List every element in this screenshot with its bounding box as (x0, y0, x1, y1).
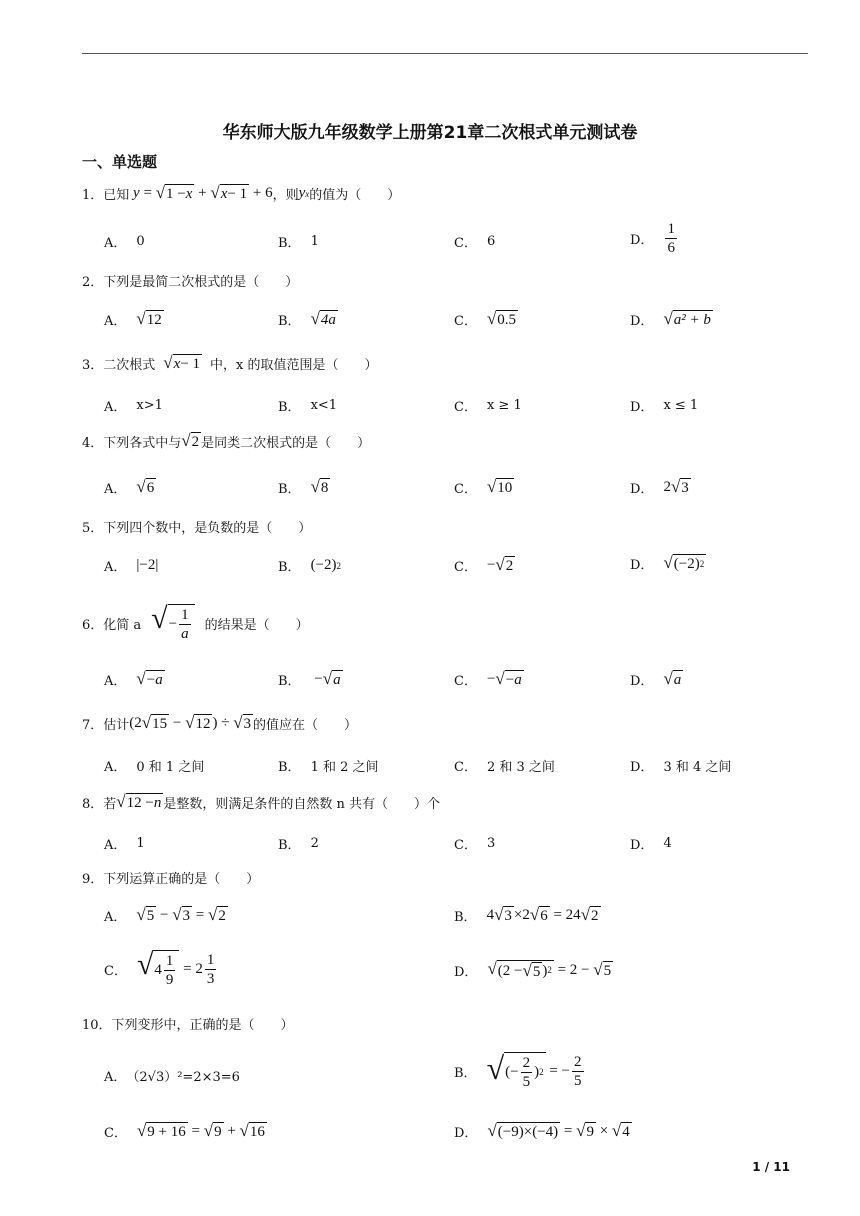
q4-option-b[interactable]: B． √ 8 (278, 477, 329, 497)
q8-option-d[interactable]: D． 4 (630, 836, 672, 853)
q9-option-a[interactable]: A． √ 5 − √ 3 = √ 2 (104, 905, 226, 925)
q2-option-d[interactable]: D． √ a² + b (630, 309, 711, 329)
q10-option-d[interactable]: D． √ (−9)×(−4) = √ 9 × √ 4 (454, 1121, 630, 1141)
page-number: 1 / 11 (752, 1160, 790, 1174)
q3-option-a[interactable]: A． x>1 (104, 398, 163, 415)
q6-option-b[interactable]: B． − √ a (278, 669, 341, 689)
header-rule (82, 53, 808, 54)
q1-option-c[interactable]: C． 6 (454, 234, 496, 251)
q8-option-b[interactable]: B． 2 (278, 836, 319, 853)
q3-option-b[interactable]: B． x<1 (278, 398, 338, 415)
q7-option-d[interactable]: D． 3 和 4 之间 (630, 760, 732, 775)
q1-equation: y = √ 1 − x + √ x − 1 + 6 (133, 183, 273, 203)
q5-option-b[interactable]: B． (−2) 2 (278, 557, 342, 575)
q9-option-c[interactable]: C． √ 4 $\frac{1}{9}$ = 2 $\frac{1}{3}$ (104, 948, 215, 988)
question-5: 5． 下列四个数中，是负数的是（ ） (82, 521, 312, 536)
question-3: 3． 二次根式 √ x − 1 中，x 的取值范围是（ ） (82, 353, 378, 373)
q2-option-b[interactable]: B． √ 4a (278, 309, 336, 329)
q7-option-c[interactable]: C． 2 和 3 之间 (454, 760, 555, 775)
q4-option-d[interactable]: D． 2 √ 3 (630, 477, 689, 497)
q5-option-d[interactable]: D． √ (−2) 2 (630, 553, 705, 573)
q3-option-d[interactable]: D． x ≤ 1 (630, 398, 699, 415)
q3-option-c[interactable]: C． x ≥ 1 (454, 398, 522, 415)
q1-option-d[interactable]: D． $\frac{1}{6}$ (630, 221, 675, 256)
q8-option-a[interactable]: A． 1 (104, 836, 145, 853)
question-4: 4． 下列各式中与 √ 2 是同类二次根式的是（ ） (82, 431, 371, 451)
question-6: 6． 化简 a √ − $\frac{1}{a}$ 的结果是（ ） (82, 602, 309, 642)
question-9: 9． 下列运算正确的是（ ） (82, 872, 260, 887)
q6-option-c[interactable]: C． − √ − a (454, 669, 522, 689)
q1-option-b[interactable]: B． 1 (278, 234, 319, 251)
q1-option-a[interactable]: A． 0 (104, 234, 145, 251)
q6-option-a[interactable]: A． √ − a (104, 669, 163, 689)
q2-option-a[interactable]: A． √ 12 (104, 309, 162, 329)
q2-option-c[interactable]: C． √ 0.5 (454, 309, 517, 329)
q5-option-c[interactable]: C． − √ 2 (454, 555, 514, 575)
question-8: 8． 若 √ 12 − n 是整数，则满足条件的自然数 n 共有（ ）个 (82, 792, 440, 812)
q4-option-a[interactable]: A． √ 6 (104, 477, 155, 497)
q10-option-c[interactable]: C． √ 9 + 16 = √ 9 + √ 16 (104, 1121, 265, 1141)
q9-option-b[interactable]: B． 4 √ 3 ×2 √ 6 = 24 √ 2 (454, 905, 599, 925)
document-title: 华东师大版九年级数学上册第21章二次根式单元测试卷 (222, 123, 638, 143)
question-2: 2． 下列是最简二次根式的是（ ） (82, 275, 299, 290)
q6-option-d[interactable]: D． √ a (630, 669, 682, 689)
q10-option-b[interactable]: B． √ (− $\frac{2}{5}$ ) 2 = − $\frac{2}{5}$ (454, 1050, 582, 1090)
q5-option-a[interactable]: A． |−2| (104, 557, 159, 575)
question-10: 10． 下列变形中，正确的是（ ） (82, 1018, 294, 1033)
q10-option-a[interactable]: A． （2√3）²=2×3=6 (104, 1070, 240, 1085)
section-heading: 一、单选题 (82, 153, 158, 171)
question-1: 1． 已知 y = √ 1 − x + √ x − 1 + 6 ，则 y x 的值为（ ） (82, 183, 401, 203)
q4-option-c[interactable]: C． √ 10 (454, 477, 513, 497)
q8-option-c[interactable]: C． 3 (454, 836, 496, 853)
question-7: 7． 估计 (2 √ 15 − √ 12 ) ÷ √ 3 的值应在（ ） (82, 713, 358, 733)
q9-option-d[interactable]: D． √ (2 − √ 5 ) 2 = 2 − √ 5 (454, 959, 612, 980)
q7-option-b[interactable]: B． 1 和 2 之间 (278, 760, 379, 775)
q7-option-a[interactable]: A． 0 和 1 之间 (104, 760, 205, 775)
